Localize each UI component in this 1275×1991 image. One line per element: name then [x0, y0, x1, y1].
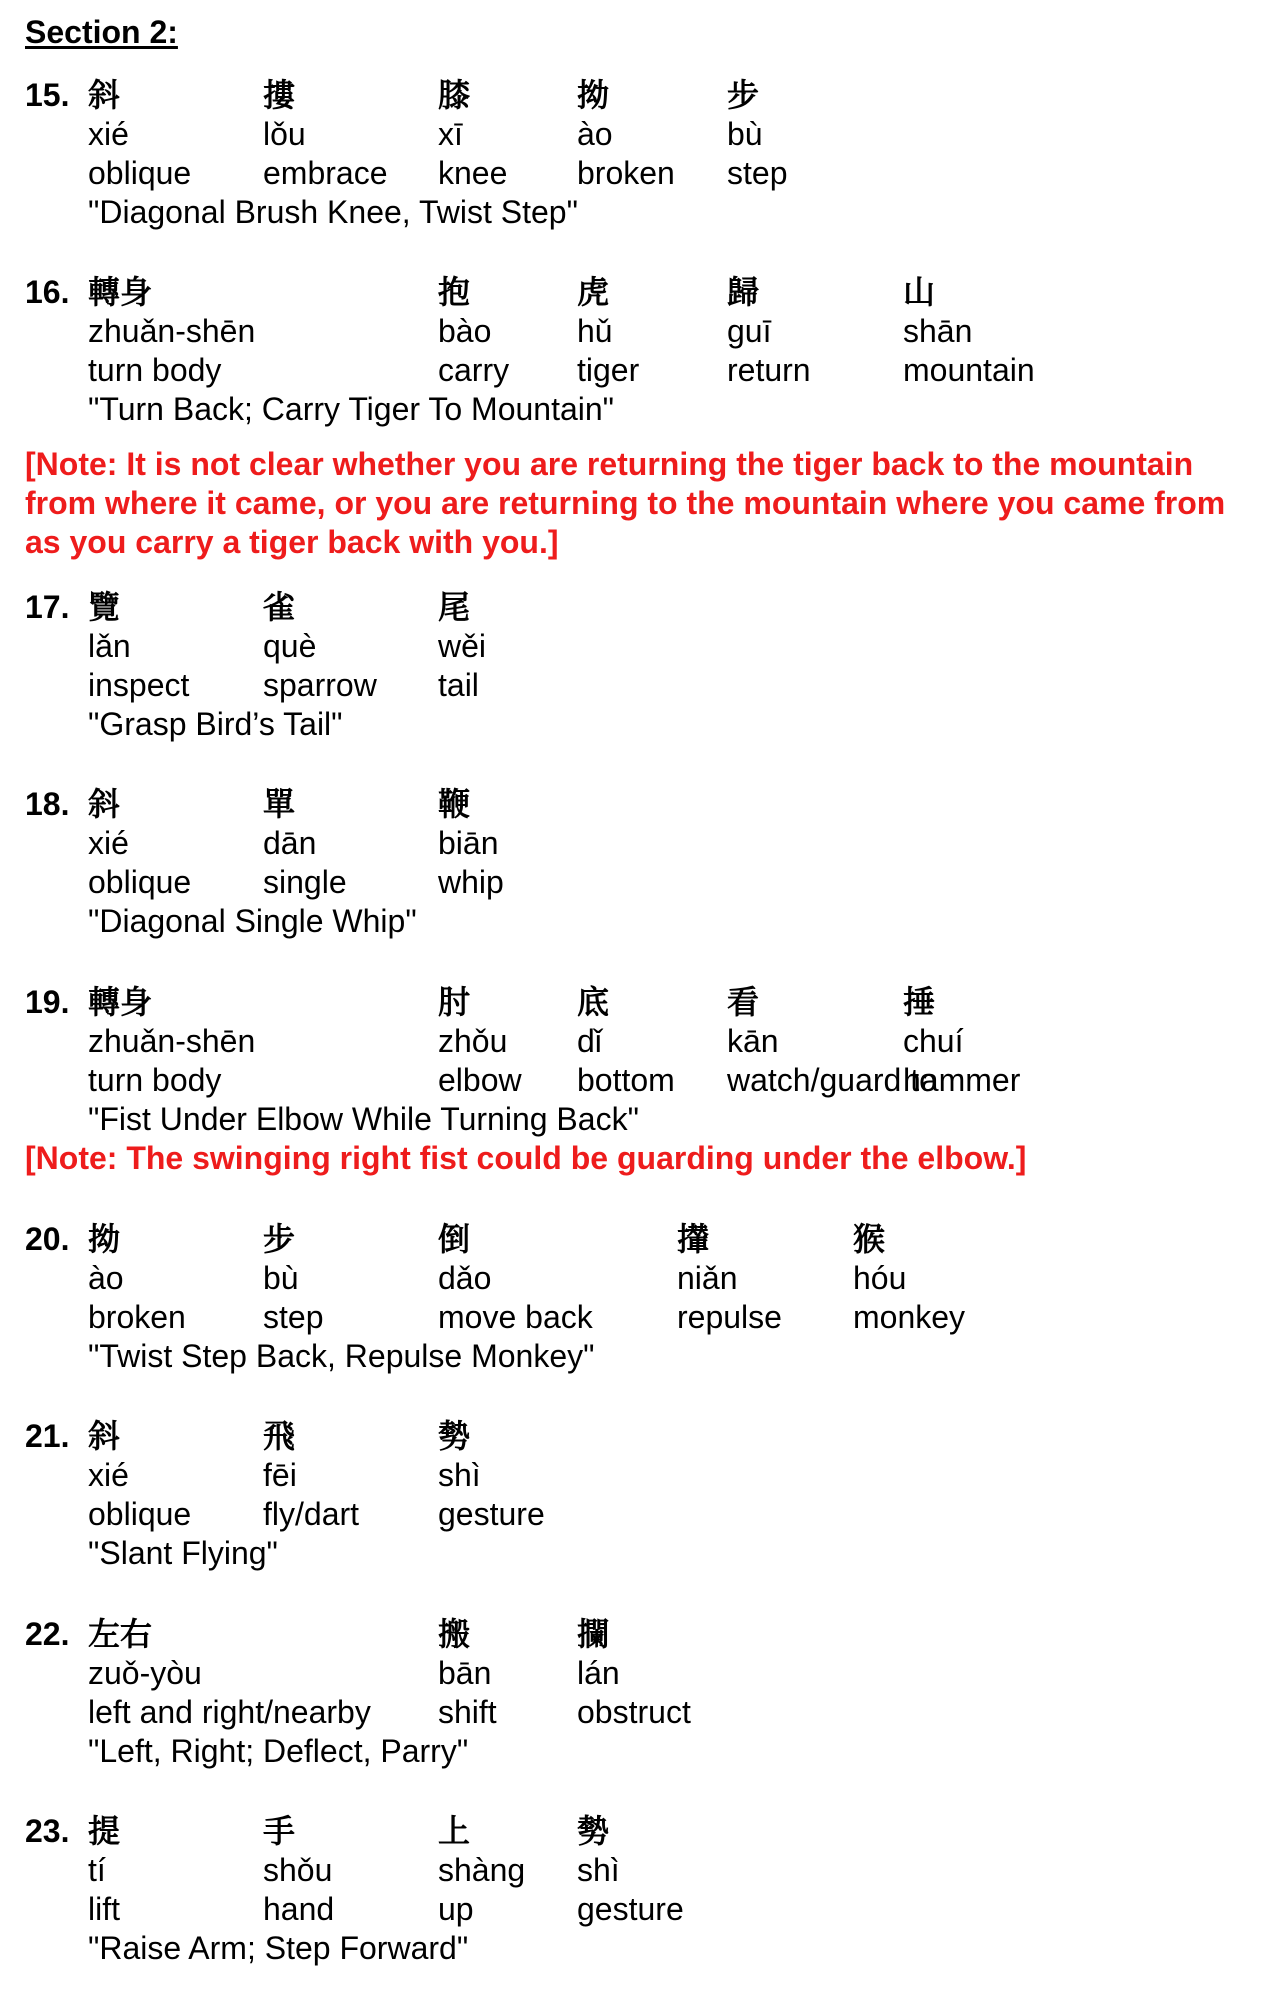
hanzi-cell: 鞭 — [438, 785, 471, 823]
pinyin-cell: bù — [727, 116, 763, 152]
entry-number: 22. — [25, 1616, 70, 1652]
meaning-cell: single — [263, 864, 347, 900]
translation-text: "Diagonal Brush Knee, Twist Step" — [88, 194, 578, 230]
translation-text: "Turn Back; Carry Tiger To Mountain" — [88, 391, 615, 427]
meaning-cell: embrace — [263, 155, 388, 191]
meaning-cell: elbow — [438, 1062, 522, 1098]
pinyin-cell: biān — [438, 825, 499, 861]
meaning-cell: hand — [263, 1891, 335, 1927]
entry-number: 18. — [25, 786, 70, 822]
meaning-cell: turn body — [88, 1062, 222, 1098]
pinyin-cell: xié — [88, 116, 129, 152]
pinyin-cell: bān — [438, 1655, 492, 1691]
meaning-cell: repulse — [677, 1299, 782, 1335]
translation-text: "Diagonal Single Whip" — [88, 903, 417, 939]
hanzi-cell: 拗 — [577, 76, 610, 114]
hanzi-cell: 斜 — [88, 76, 121, 114]
meaning-cell: tiger — [577, 352, 640, 388]
pinyin-cell: xié — [88, 825, 129, 861]
hanzi-cell: 肘 — [438, 983, 471, 1021]
translation-text: "Twist Step Back, Repulse Monkey" — [88, 1338, 595, 1374]
note-text: [Note: The swinging right fist could be guarding under the elbow.] — [25, 1140, 1027, 1176]
hanzi-cell: 轉身 — [88, 983, 153, 1021]
pinyin-cell: tí — [88, 1852, 106, 1888]
hanzi-cell: 左右 — [88, 1615, 153, 1653]
meaning-cell: knee — [438, 155, 508, 191]
hanzi-cell: 勢 — [438, 1417, 471, 1455]
hanzi-cell: 底 — [577, 983, 610, 1021]
entry-number: 17. — [25, 589, 70, 625]
pinyin-cell: fēi — [263, 1457, 297, 1493]
hanzi-cell: 步 — [727, 76, 760, 114]
pinyin-cell: shì — [577, 1852, 620, 1888]
pinyin-cell: què — [263, 628, 317, 664]
pinyin-cell: kān — [727, 1023, 779, 1059]
pinyin-cell: lán — [577, 1655, 620, 1691]
hanzi-cell: 攔 — [577, 1615, 610, 1653]
pinyin-cell: shān — [903, 313, 973, 349]
hanzi-cell: 斜 — [88, 785, 121, 823]
meaning-cell: return — [727, 352, 811, 388]
meaning-cell: broken — [88, 1299, 186, 1335]
meaning-cell: hammer — [903, 1062, 1021, 1098]
pinyin-cell: ào — [88, 1260, 124, 1296]
translation-text: "Slant Flying" — [88, 1535, 278, 1571]
hanzi-cell: 搬 — [438, 1615, 471, 1653]
meaning-cell: mountain — [903, 352, 1035, 388]
hanzi-cell: 步 — [263, 1220, 296, 1258]
pinyin-cell: xī — [438, 116, 463, 152]
meaning-cell: move back — [438, 1299, 593, 1335]
pinyin-cell: dǐ — [577, 1023, 602, 1059]
meaning-cell: monkey — [853, 1299, 966, 1335]
entry-number: 23. — [25, 1813, 70, 1849]
meaning-cell: step — [727, 155, 788, 191]
pinyin-cell: lǎn — [88, 628, 131, 664]
entry-number: 19. — [25, 984, 70, 1020]
meaning-cell: oblique — [88, 1496, 192, 1532]
hanzi-cell: 摟 — [263, 76, 296, 114]
meaning-cell: gesture — [577, 1891, 684, 1927]
entry-number: 15. — [25, 77, 70, 113]
hanzi-cell: 山 — [903, 273, 936, 311]
hanzi-cell: 尾 — [438, 588, 471, 626]
pinyin-cell: zuǒ-yòu — [88, 1655, 202, 1691]
pinyin-cell: shì — [438, 1457, 481, 1493]
hanzi-cell: 轉身 — [88, 273, 153, 311]
note-text: [Note: It is not clear whether you are returning the tiger back to the mountain from where it came, or you are returning to the mountain where you came from as you carry a tiger back with you.] — [25, 446, 1226, 560]
pinyin-cell: shàng — [438, 1852, 526, 1888]
meaning-cell: obstruct — [577, 1694, 691, 1730]
meaning-cell: bottom — [577, 1062, 675, 1098]
pinyin-cell: bù — [263, 1260, 299, 1296]
meaning-cell: whip — [438, 864, 504, 900]
meaning-cell: oblique — [88, 864, 192, 900]
translation-text: "Grasp Bird’s Tail" — [88, 706, 343, 742]
hanzi-cell: 虎 — [577, 273, 610, 311]
hanzi-cell: 雀 — [263, 588, 296, 626]
meaning-cell: fly/dart — [263, 1496, 360, 1532]
pinyin-cell: dǎo — [438, 1260, 492, 1296]
meaning-cell: inspect — [88, 667, 190, 703]
pinyin-cell: niǎn — [677, 1260, 738, 1296]
meaning-cell: gesture — [438, 1496, 545, 1532]
hanzi-cell: 猴 — [853, 1220, 886, 1258]
pinyin-cell: lǒu — [263, 116, 306, 152]
hanzi-cell: 手 — [263, 1812, 296, 1850]
meaning-cell: sparrow — [263, 667, 377, 703]
meaning-cell: tail — [438, 667, 479, 703]
hanzi-cell: 歸 — [727, 273, 760, 311]
hanzi-cell: 飛 — [263, 1417, 296, 1455]
translation-text: "Fist Under Elbow While Turning Back" — [88, 1101, 639, 1137]
entry-number: 20. — [25, 1221, 70, 1257]
pinyin-cell: hǔ — [577, 313, 613, 349]
meaning-cell: broken — [577, 155, 675, 191]
section-title: Section 2: — [25, 14, 178, 50]
hanzi-cell: 捶 — [903, 983, 936, 1021]
meaning-cell: shift — [438, 1694, 497, 1730]
meaning-cell: oblique — [88, 155, 192, 191]
pinyin-cell: guī — [727, 313, 772, 349]
pinyin-cell: hóu — [853, 1260, 907, 1296]
hanzi-cell: 勢 — [577, 1812, 610, 1850]
pinyin-cell: ào — [577, 116, 613, 152]
hanzi-cell: 倒 — [438, 1220, 471, 1258]
hanzi-cell: 上 — [438, 1812, 471, 1850]
pinyin-cell: chuí — [903, 1023, 964, 1059]
meaning-cell: up — [438, 1891, 474, 1927]
meaning-cell: turn body — [88, 352, 222, 388]
meaning-cell: carry — [438, 352, 510, 388]
pinyin-cell: zhuǎn-shēn — [88, 313, 256, 349]
hanzi-cell: 攆 — [677, 1220, 710, 1258]
meaning-cell: left and right/nearby — [88, 1694, 371, 1730]
translation-text: "Raise Arm; Step Forward" — [88, 1930, 469, 1966]
pinyin-cell: dān — [263, 825, 317, 861]
hanzi-cell: 抱 — [438, 273, 471, 311]
pinyin-cell: xié — [88, 1457, 129, 1493]
hanzi-cell: 看 — [727, 983, 760, 1021]
entry-number: 21. — [25, 1418, 70, 1454]
hanzi-cell: 提 — [88, 1812, 121, 1850]
meaning-cell: lift — [88, 1891, 120, 1927]
translation-text: "Left, Right; Deflect, Parry" — [88, 1733, 469, 1769]
pinyin-cell: zhuǎn-shēn — [88, 1023, 256, 1059]
entry-number: 16. — [25, 274, 70, 310]
pinyin-cell: zhǒu — [438, 1023, 508, 1059]
pinyin-cell: shǒu — [263, 1852, 333, 1888]
hanzi-cell: 單 — [263, 785, 296, 823]
hanzi-cell: 拗 — [88, 1220, 121, 1258]
meaning-cell: watch/guard to — [727, 1062, 937, 1098]
meaning-cell: step — [263, 1299, 324, 1335]
hanzi-cell: 覽 — [88, 588, 121, 626]
pinyin-cell: wěi — [438, 628, 487, 664]
hanzi-cell: 斜 — [88, 1417, 121, 1455]
pinyin-cell: bào — [438, 313, 492, 349]
hanzi-cell: 膝 — [438, 76, 471, 114]
